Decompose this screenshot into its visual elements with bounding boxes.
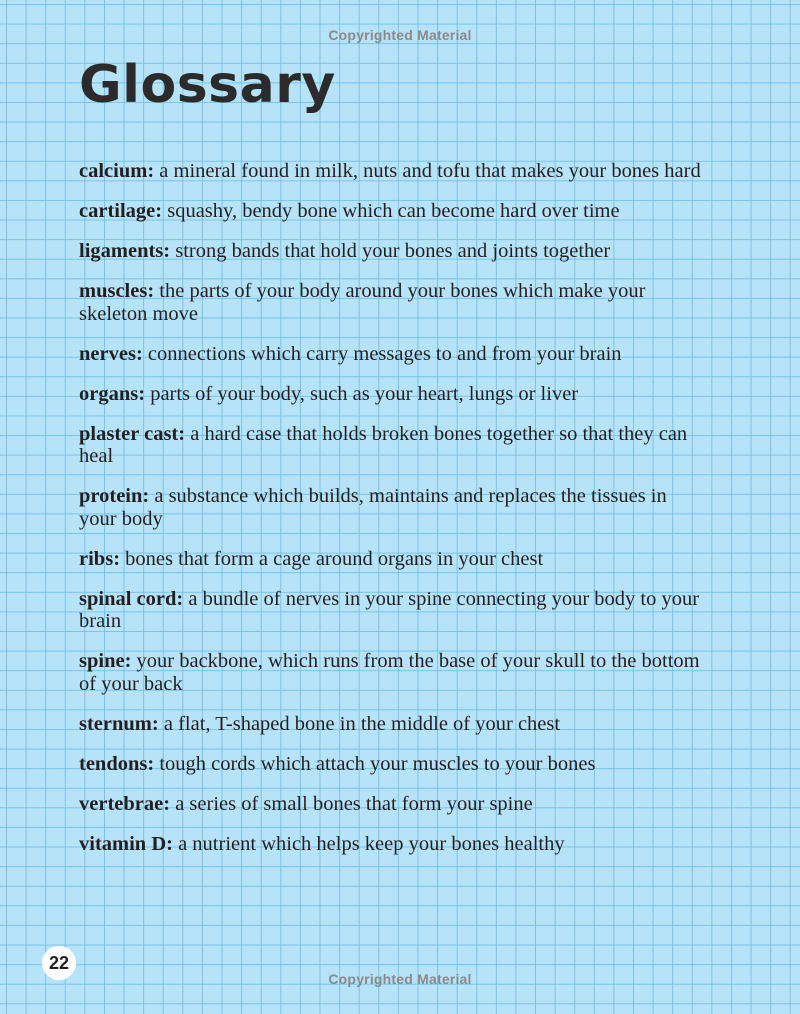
glossary-definition: a bundle of nerves in your spine connecting your body to your brain	[79, 587, 700, 632]
glossary-entry-spine	[79, 650, 709, 695]
glossary-term: sternum:	[79, 712, 159, 735]
glossary-term: muscles:	[79, 280, 155, 302]
glossary-definition: your backbone, which runs from the base of your skull to the bottom of your back	[79, 650, 700, 695]
glossary-entry-nerves	[79, 343, 709, 366]
glossary-definition: strong bands that hold your bones and joints together	[170, 240, 611, 262]
glossary-definition: connections which carry messages to and from your brain	[142, 342, 622, 365]
glossary-entry-cartilage	[79, 200, 709, 223]
glossary-term: vertebrae:	[79, 792, 171, 815]
glossary-list	[79, 160, 709, 873]
glossary-entry-tendons	[79, 753, 709, 776]
glossary-entry-spinal-cord	[79, 588, 709, 633]
glossary-entry-calcium	[79, 160, 709, 183]
glossary-entry-ribs	[79, 548, 709, 571]
glossary-term: nerves:	[79, 342, 143, 365]
glossary-term: spine:	[79, 650, 132, 672]
glossary-entry-plaster-cast	[79, 423, 709, 468]
glossary-definition: a mineral found in milk, nuts and tofu that makes your bones hard	[154, 160, 701, 182]
page-title: Glossary	[79, 55, 336, 115]
glossary-term: organs:	[79, 382, 146, 405]
glossary-entry-organs	[79, 383, 709, 406]
glossary-entry-vitamin-d	[79, 833, 709, 856]
glossary-definition: a substance which builds, maintains and replaces the tissues in your body	[79, 485, 667, 530]
glossary-term: plaster cast:	[79, 422, 186, 445]
glossary-definition: a series of small bones that form your spine	[170, 792, 533, 815]
glossary-entry-ligaments	[79, 240, 709, 263]
glossary-definition: squashy, bendy bone which can become hard over time	[162, 200, 620, 222]
glossary-term: protein:	[79, 485, 150, 507]
glossary-term: cartilage:	[79, 200, 163, 222]
glossary-definition: a nutrient which helps keep your bones healthy	[172, 832, 565, 855]
copyright-watermark-top: Copyrighted Material	[328, 27, 472, 43]
glossary-definition: bones that form a cage around organs in your chest	[120, 547, 544, 570]
glossary-definition: parts of your body, such as your heart, lungs or liver	[145, 382, 579, 405]
glossary-term: calcium:	[79, 160, 155, 182]
glossary-entry-sternum	[79, 713, 709, 736]
glossary-term: vitamin D:	[79, 832, 173, 855]
copyright-watermark-bottom: Copyrighted Material	[328, 971, 472, 987]
glossary-definition: a flat, T-shaped bone in the middle of your chest	[158, 712, 561, 735]
glossary-entry-vertebrae	[79, 793, 709, 816]
glossary-term: spinal cord:	[79, 587, 184, 610]
glossary-definition: a hard case that holds broken bones together so that they can heal	[79, 422, 688, 467]
glossary-entry-muscles	[79, 280, 709, 325]
glossary-term: ribs:	[79, 547, 121, 570]
glossary-definition: tough cords which attach your muscles to your bones	[154, 752, 596, 775]
glossary-term: ligaments:	[79, 240, 171, 262]
glossary-term: tendons:	[79, 752, 155, 775]
glossary-definition: the parts of your body around your bones which make your skeleton move	[79, 280, 646, 325]
glossary-entry-protein	[79, 485, 709, 530]
page-number: 22	[42, 946, 76, 980]
